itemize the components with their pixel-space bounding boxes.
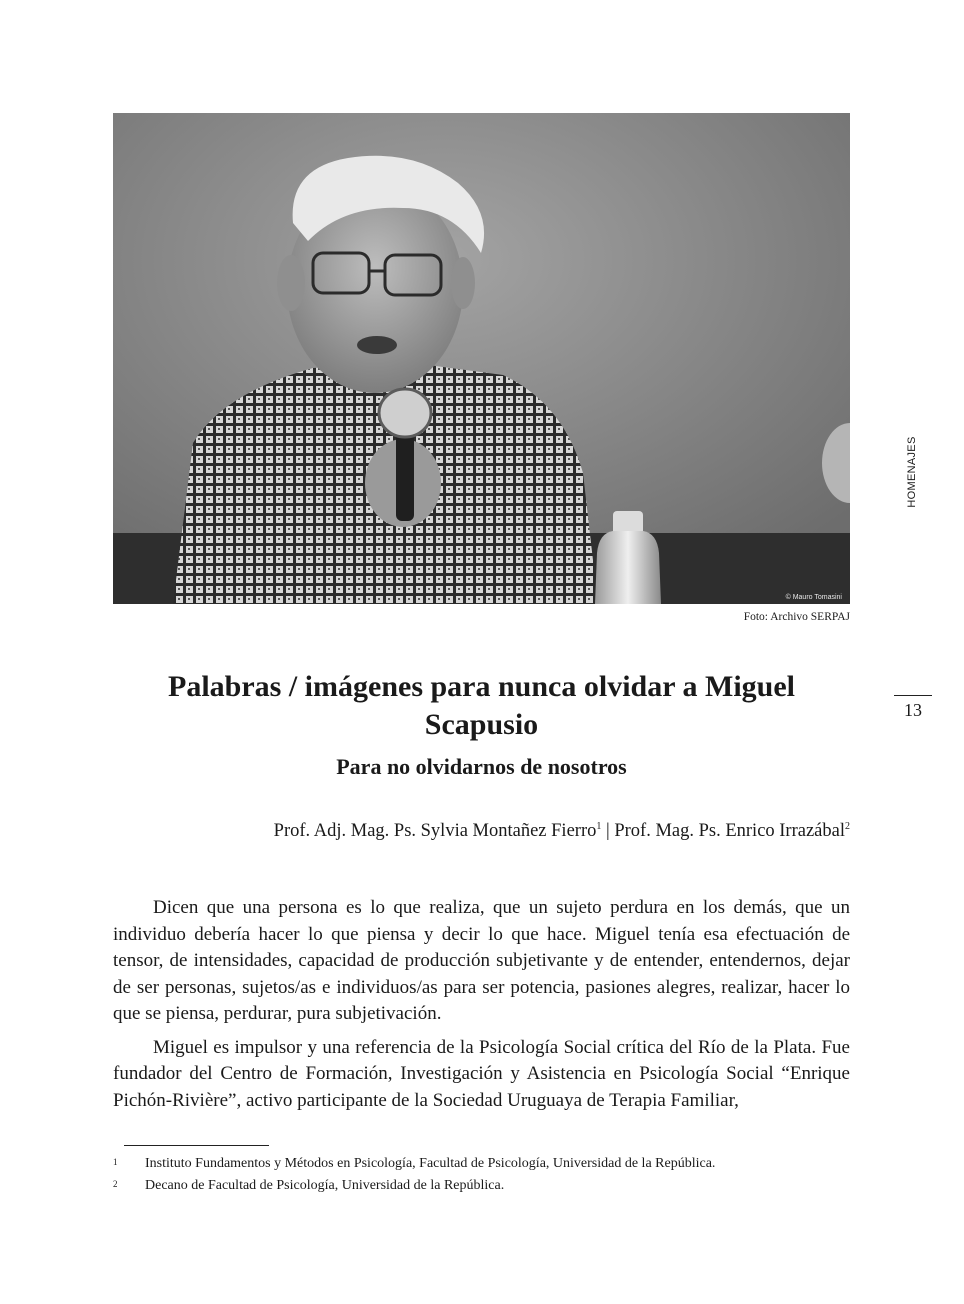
footnotes <box>113 1153 850 1197</box>
photo-caption: Foto: Archivo SERPAJ <box>743 611 850 623</box>
article-title: Palabras / imágenes para nunca olvidar a Miguel Scapusio <box>168 670 795 741</box>
footnote-text: Instituto Fundamentos y Métodos en Psicología, Facultad de Psicología, Universidad de la República. <box>145 1156 716 1171</box>
portrait-photo <box>113 113 850 604</box>
author-1: Prof. Adj. Mag. Ps. Sylvia Montañez Fierro <box>273 821 597 841</box>
footnote-rule <box>124 1145 269 1146</box>
footnote-number: 2 <box>113 1179 118 1189</box>
footnote-number: 1 <box>113 1157 118 1167</box>
portrait-illustration <box>113 113 850 604</box>
footnote-ref-1: 1 <box>596 820 602 832</box>
footnote <box>113 1175 850 1197</box>
author-separator: | <box>601 821 615 841</box>
article-body <box>113 895 850 1121</box>
author-line <box>113 818 850 844</box>
footnote-text: Decano de Facultad de Psicología, Universidad de la República. <box>145 1178 505 1193</box>
footnote <box>113 1153 850 1175</box>
footnote-ref-2: 2 <box>845 820 850 832</box>
page-number: 13 <box>904 700 922 720</box>
body-paragraph: Dicen que una persona es lo que realiza, que un sujeto perdura en los demás, que un individuo debería hacer lo que piensa y decir lo que hace. Miguel tenía esa efectuación de tensor, de intensidades, capacidad de producción subjetivante y de entender, entendernos, dejar de ser personas, sujetos/as e individuos/as para ser potencia, pasiones alegres, realizar, hacer lo que se piensa, perdurar, pura subjetivación. <box>113 897 850 1024</box>
body-paragraph: Miguel es impulsor y una referencia de la Psicología Social crítica del Río de la Plata. Fue fundador del Centro de Formación, Investigación y Asistencia en Psicología Social “Enrique Pichón-Rivière”, activo participante de la Sociedad Uruguaya de Terapia Familiar, <box>113 1036 850 1111</box>
photo-credit-watermark: © Mauro Tomasini <box>785 594 842 601</box>
author-2: Prof. Mag. Ps. Enrico Irrazábal <box>614 821 845 841</box>
article-subtitle: Para no olvidarnos de nosotros <box>336 754 627 779</box>
section-label <box>905 432 919 512</box>
page-number-rule <box>894 695 932 696</box>
section-label-text: HOMENAJES <box>906 436 918 508</box>
